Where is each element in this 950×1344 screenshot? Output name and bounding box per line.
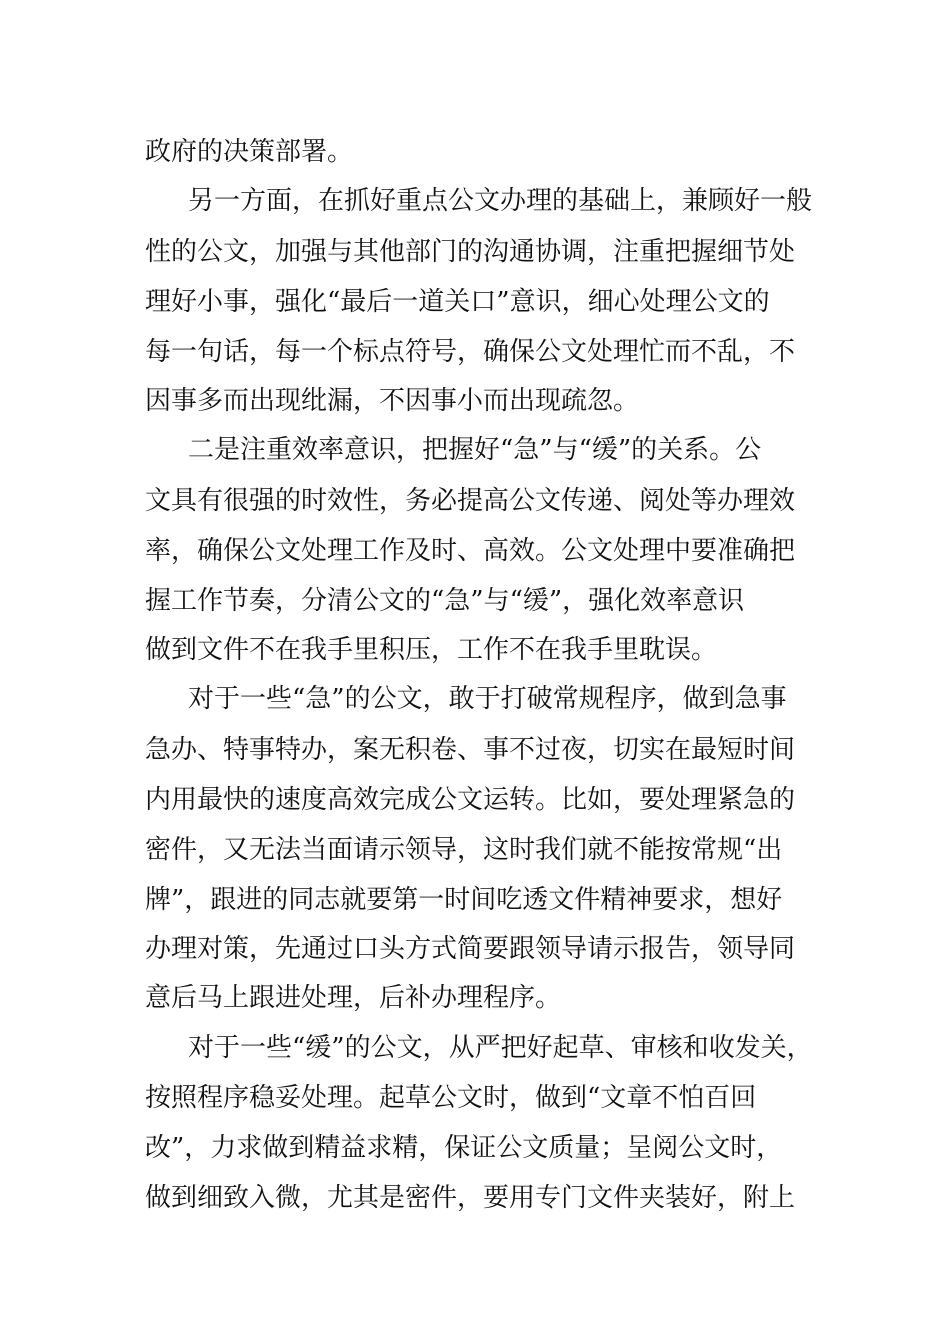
text-line-10: 握工作节奏，分清公文的“急”与“缓”，强化效率意识 bbox=[145, 586, 745, 616]
text-line-06: 因事多而出现纰漏，不因事小而出现疏忽。 bbox=[145, 386, 640, 416]
text-line-16: 牌”，跟进的同志就要第一时间吃透文件精神要求，想好 bbox=[145, 885, 783, 915]
paragraph-start-line: 二是注重效率意识，把握好“急”与“缓”的关系。公 bbox=[188, 435, 762, 465]
text-line-09: 率，确保公文处理工作及时、高效。公文处理中要准确把 bbox=[145, 536, 796, 566]
text-line-05: 每一句话，每一个标点符号，确保公文处理忙而不乱，不 bbox=[145, 337, 796, 367]
text-line-18: 意后马上跟进处理，后补办理程序。 bbox=[145, 983, 562, 1013]
text-line-11: 做到文件不在我手里积压，工作不在我手里耽误。 bbox=[145, 635, 718, 665]
text-line-14: 内用最快的速度高效完成公文运转。比如，要处理紧急的 bbox=[145, 785, 796, 815]
text-line-13: 急办、特事特办，案无积卷、事不过夜，切实在最短时间 bbox=[145, 735, 796, 765]
paragraph-start-line: 另一方面，在抓好重点公文办理的基础上，兼顾好一般 bbox=[188, 186, 813, 216]
text-line-03: 性的公文，加强与其他部门的沟通协调，注重把握细节处 bbox=[145, 237, 796, 267]
text-line-20: 按照程序稳妥处理。起草公文时，做到“文章不怕百回 bbox=[145, 1083, 757, 1113]
paragraph-start-line: 对于一些“缓”的公文，从严把好起草、审核和收发关， bbox=[188, 1033, 813, 1063]
text-line-17: 办理对策，先通过口头方式简要跟领导请示报告，领导同 bbox=[145, 934, 796, 964]
paragraph-start-line: 对于一些“急”的公文，敢于打破常规程序，做到急事 bbox=[188, 684, 787, 714]
text-line-15: 密件，又无法当面请示领导，这时我们就不能按常规“出 bbox=[145, 835, 783, 865]
text-line-21: 改”，力求做到精益求精，保证公文质量；呈阅公文时， bbox=[145, 1133, 783, 1163]
text-line-08: 文具有很强的时效性，务必提高公文传递、阅处等办理效 bbox=[145, 486, 796, 516]
text-line-04: 理好小事，强化“最后一道关口”意识，细心处理公文的 bbox=[145, 287, 770, 317]
text-line-01: 政府的决策部署。 bbox=[145, 137, 354, 167]
text-line-22: 做到细致入微，尤其是密件，要用专门文件夹装好，附上 bbox=[145, 1183, 796, 1213]
